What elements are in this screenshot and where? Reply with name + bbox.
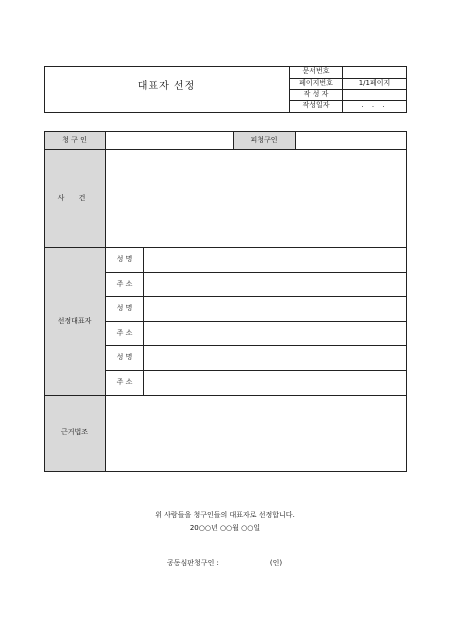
meta-page-number-label: 페이지번호	[299, 79, 333, 87]
document-title: 대표자 선정	[137, 81, 196, 92]
meta-date-label: 작성일자	[302, 101, 330, 109]
meta-doc-number-label: 문서번호	[302, 67, 330, 75]
rep3-address-label: 주 소	[116, 378, 133, 386]
basis-label: 근거법조	[60, 428, 89, 436]
meta-author-label: 작 성 자	[303, 90, 329, 98]
signer-label: 공동심판청구인 :	[167, 559, 219, 567]
representatives-label: 선정대표자	[57, 317, 92, 325]
rep3-name-label: 성 명	[116, 353, 133, 361]
meta-page-number-value: 1/1페이지	[358, 79, 391, 87]
rep1-name-label: 성 명	[116, 255, 133, 263]
respondent-label: 피청구인	[250, 136, 278, 144]
rep2-name-label: 성 명	[116, 304, 133, 312]
statement-date: 20○○년 ○○월 ○○일	[189, 524, 261, 532]
meta-date-value: . . .	[361, 101, 388, 109]
rep1-address-label: 주 소	[116, 280, 133, 288]
claimant-label: 청 구 인	[62, 136, 87, 144]
case-label: 사 건	[57, 194, 92, 202]
seal-mark: (인)	[269, 559, 283, 567]
rep2-address-label: 주 소	[116, 329, 133, 337]
selection-statement: 위 사람들을 청구인들의 대표자로 선정합니다.	[155, 511, 295, 519]
